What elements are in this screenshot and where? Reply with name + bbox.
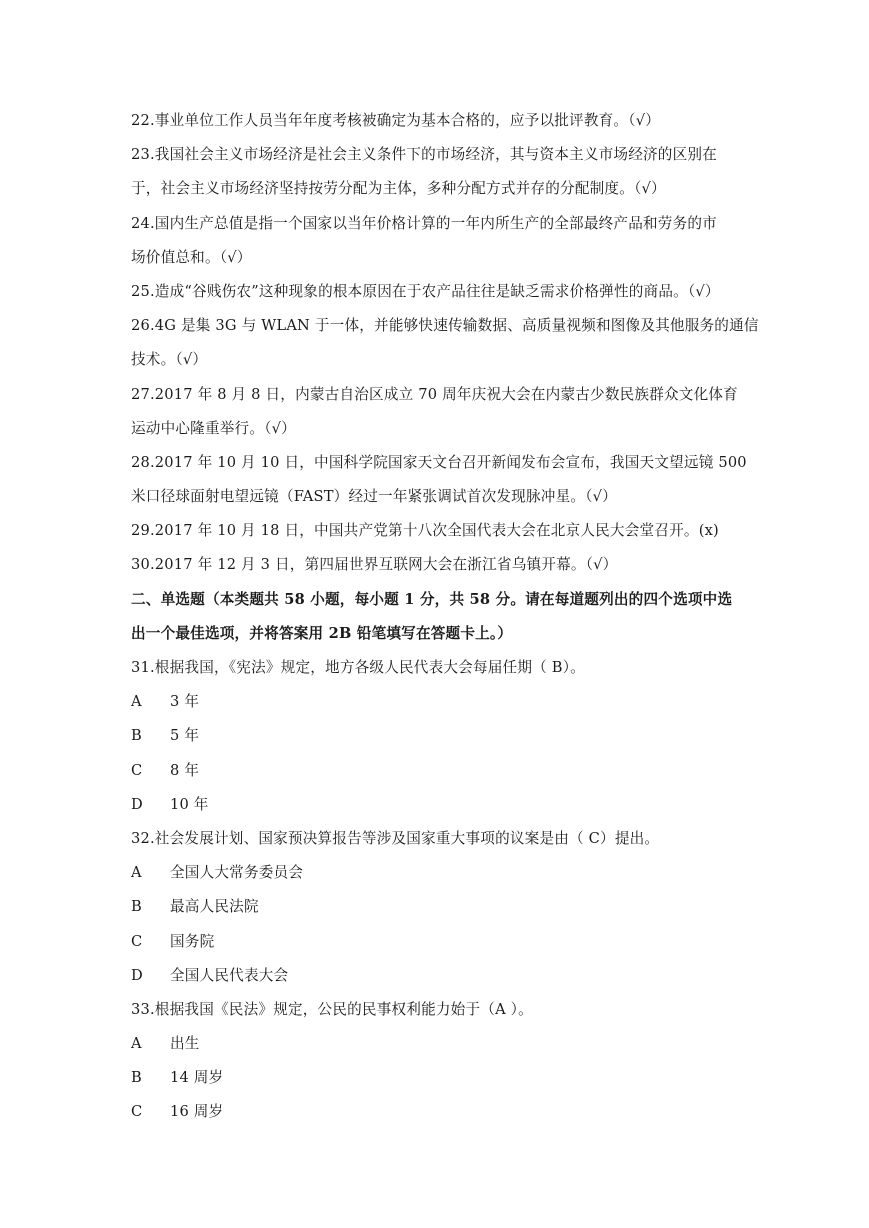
question-33	[131, 993, 743, 1130]
option-text: 5 年	[170, 727, 200, 745]
option-row	[131, 959, 743, 993]
text-line: 27.2017 年 8 月 8 日，内蒙古自治区成立 70 周年庆祝大会在内蒙古少数民族群众文化体育	[131, 385, 738, 403]
option-row	[131, 856, 743, 890]
option-letter: A	[131, 1035, 142, 1053]
text-line: 24.国内生产总值是指一个国家以当年价格计算的一年内所生产的全部最终产品和劳务的市	[131, 214, 717, 232]
question-stem: 33.根据我国《民法》规定，公民的民事权利能力始于（A ）。	[131, 1000, 533, 1018]
option-row	[131, 788, 743, 822]
option-text: 10 年	[170, 795, 209, 813]
option-letter: C	[131, 761, 143, 779]
section-heading: 出一个最佳选项，并将答案用 2B 铅笔填写在答题卡上。）	[131, 624, 513, 642]
option-letter: B	[131, 1069, 142, 1087]
option-text: 16 周岁	[170, 1103, 224, 1121]
option-text: 最高人民法院	[170, 898, 259, 916]
option-row	[131, 754, 743, 788]
option-letter: A	[131, 864, 142, 882]
text-line: 于，社会主义市场经济坚持按劳分配为主体，多种分配方式并存的分配制度。（√）	[131, 180, 666, 198]
text-line: 26.4G 是集 3G 与 WLAN 于一体，并能够快速传输数据、高质量视频和图像及其他服务的通信	[131, 317, 759, 335]
option-row	[131, 685, 743, 719]
option-letter: D	[131, 795, 143, 813]
text-line: 米口径球面射电望远镜（FAST）经过一年紧张调试首次发现脉冲星。（√）	[131, 488, 617, 506]
text-line: 23.我国社会主义市场经济是社会主义条件下的市场经济，其与资本主义市场经济的区别在	[131, 146, 717, 164]
option-letter: D	[131, 966, 143, 984]
option-letter: C	[131, 1103, 143, 1121]
option-letter: C	[131, 932, 143, 950]
option-row	[131, 890, 743, 924]
option-text: 全国人民代表大会	[170, 966, 289, 984]
option-text: 14 周岁	[170, 1069, 224, 1087]
question-stem: 31.根据我国，《宪法》规定，地方各级人民代表大会每届任期（ B）。	[131, 659, 585, 676]
text-line: 30.2017 年 12 月 3 日，第四届世界互联网大会在浙江省乌镇开幕。（√）	[131, 556, 618, 574]
text-line: 技术。（√）	[131, 351, 208, 369]
option-row	[131, 925, 743, 959]
text-line: 25.造成“谷贱伤农”这种现象的根本原因在于农产品往往是缺乏需求价格弹性的商品。（√）	[131, 282, 720, 300]
option-row	[131, 719, 743, 753]
text-line: 运动中心隆重举行。（√）	[131, 419, 296, 437]
question-stem: 32.社会发展计划、国家预决算报告等涉及国家重大事项的议案是由（ C）提出。	[131, 829, 660, 847]
text-line: 29.2017 年 10 月 18 日，中国共产党第十八次全国代表大会在北京人民大会堂召开。(x)	[131, 522, 719, 540]
document-body	[131, 104, 759, 1130]
option-letter: A	[131, 693, 142, 711]
text-line: 22.事业单位工作人员当年年度考核被确定为基本合格的，应予以批评教育。（√）	[131, 112, 660, 129]
option-row	[131, 1061, 743, 1095]
option-row	[131, 1095, 743, 1129]
text-line: 28.2017 年 10 月 10 日，中国科学院国家天文台召开新闻发布会宣布，我国天文望远镜 500	[131, 453, 747, 471]
question-31	[131, 651, 743, 822]
option-text: 3 年	[170, 693, 200, 711]
option-text: 国务院	[170, 932, 215, 950]
option-text: 8 年	[170, 761, 200, 779]
question-32	[131, 822, 743, 993]
section-heading: 二、单选题（本类题共 58 小题，每小题 1 分，共 58 分。请在每道题列出的四个选项中选	[131, 590, 733, 608]
text-line: 场价值总和。（√）	[131, 248, 252, 266]
option-text: 全国人大常务委员会	[170, 864, 304, 882]
option-row	[131, 1027, 743, 1061]
option-letter: B	[131, 898, 142, 916]
option-text: 出生	[170, 1035, 200, 1053]
option-letter: B	[131, 727, 142, 745]
